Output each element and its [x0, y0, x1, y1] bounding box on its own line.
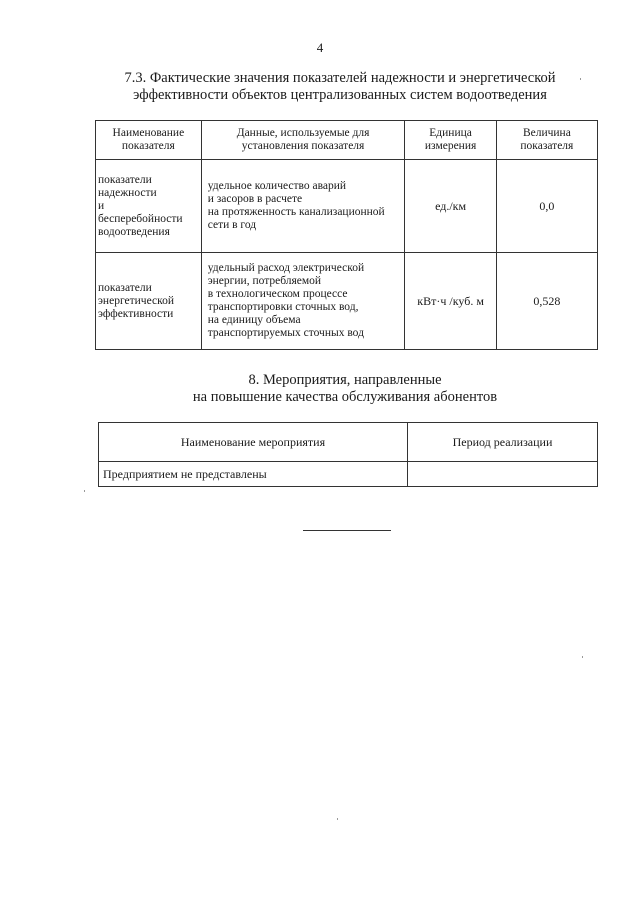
header-indicator-name: Наименование показателя [96, 121, 202, 160]
header-data-used: Данные, используемые для установления показателя [201, 121, 405, 160]
data-used-cell: удельное количество аварий и засоров в расчете на протяженность канализационной сети в год [201, 160, 405, 253]
header-value: Величина показателя [496, 121, 597, 160]
scan-speck [580, 78, 581, 80]
scan-speck [337, 818, 338, 820]
table-header-row [96, 121, 598, 160]
section-7-3-title-line1: 7.3. Фактические значения показателей надежности и энергетической [124, 70, 556, 86]
indicator-name-cell: показатели энергетической эффективности [96, 253, 202, 350]
section-8-title [110, 372, 580, 406]
end-separator-line [303, 530, 391, 531]
unit-cell: кВт·ч /куб. м [405, 253, 496, 350]
table-row [96, 160, 598, 253]
table-row [96, 253, 598, 350]
table-row [99, 462, 598, 487]
header-period: Период реализации [408, 423, 598, 462]
scan-speck [84, 490, 85, 492]
data-used-cell: удельный расход электрической энергии, потребляемой в технологическом процессе транспортировки сточных вод, на единицу объема транспортируемых сточных вод [201, 253, 405, 350]
reliability-efficiency-table [95, 120, 598, 350]
measures-table [98, 422, 598, 487]
indicator-name-cell: показатели надежности и бесперебойности водоотведения [96, 160, 202, 253]
page-number: 4 [316, 40, 324, 55]
section-7-3-title [90, 70, 590, 104]
unit-cell: ед./км [405, 160, 496, 253]
measure-cell: Предприятием не представлены [99, 462, 408, 487]
section-7-3-title-line2: эффективности объектов централизованных систем водоотведения [133, 87, 547, 103]
value-cell: 0,0 [496, 160, 597, 253]
period-cell [408, 462, 598, 487]
section-8-title-line1: 8. Мероприятия, направленные [248, 372, 442, 388]
scan-speck [582, 656, 583, 658]
value-cell: 0,528 [496, 253, 597, 350]
header-measure-name: Наименование мероприятия [99, 423, 408, 462]
table-header-row [99, 423, 598, 462]
section-8-title-line2: на повышение качества обслуживания абонентов [192, 389, 498, 405]
header-unit: Единица измерения [405, 121, 496, 160]
